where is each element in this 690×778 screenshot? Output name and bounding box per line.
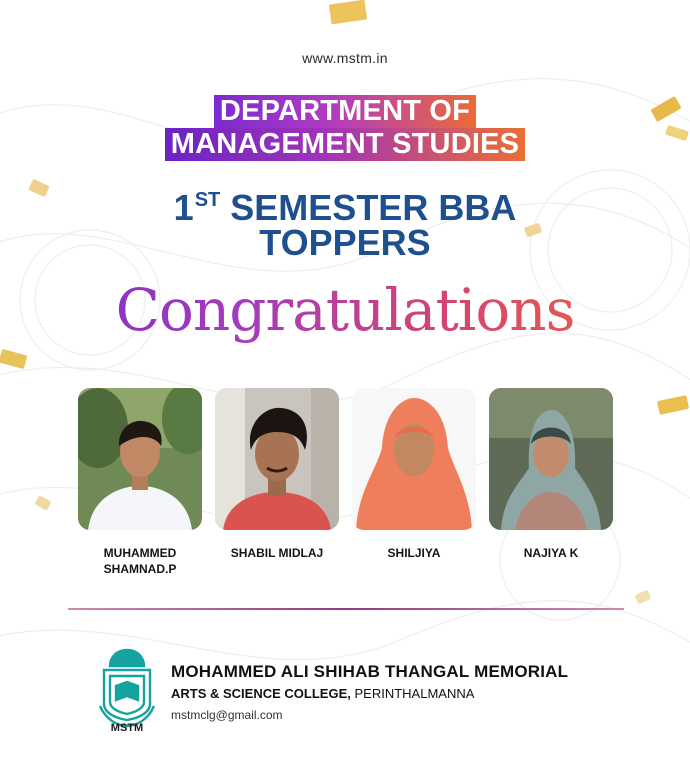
toppers-title: TOPPERS	[259, 222, 431, 263]
college-name-line-2-bold: ARTS & SCIENCE COLLEGE,	[171, 686, 351, 701]
congratulations-heading: Congratulations	[0, 270, 690, 350]
department-line-1	[0, 95, 690, 128]
semester-number: 1	[173, 187, 194, 228]
college-name-line-1: MOHAMMED ALI SHIHAB THANGAL MEMORIAL	[171, 662, 569, 681]
college-logo-text: MSTM	[110, 722, 144, 734]
topper-portrait-4	[489, 388, 613, 530]
topper-photo-3	[352, 388, 476, 530]
topper-name-1: MUHAMMED SHAMNAD.P	[103, 546, 177, 576]
department-line-1-text: DEPARTMENT OF	[214, 95, 476, 128]
topper-name-3: SHILJIYA	[387, 546, 441, 560]
department-line-2	[0, 128, 690, 161]
topper-photo-4	[489, 388, 613, 530]
topper-portrait-2	[215, 388, 339, 530]
semester-title-rest: SEMESTER BBA	[230, 187, 517, 228]
topper-photo-1	[78, 388, 202, 530]
semester-title	[0, 180, 690, 228]
college-location: PERINTHALMANNA	[354, 686, 475, 701]
topper-photo-2	[215, 388, 339, 530]
college-name-line-2	[171, 686, 474, 701]
section-divider	[68, 608, 624, 610]
department-line-2-text: MANAGEMENT STUDIES	[165, 128, 525, 161]
topper-portrait-1	[78, 388, 202, 530]
website-url[interactable]: www.mstm.in	[302, 50, 388, 66]
topper-portrait-3	[352, 388, 476, 530]
topper-name-2: SHABIL MIDLAJ	[230, 546, 324, 560]
topper-name-4: NAJIYA K	[523, 546, 579, 560]
college-email[interactable]: mstmclg@gmail.com	[171, 708, 283, 722]
ordinal-suffix: ST	[194, 189, 221, 211]
